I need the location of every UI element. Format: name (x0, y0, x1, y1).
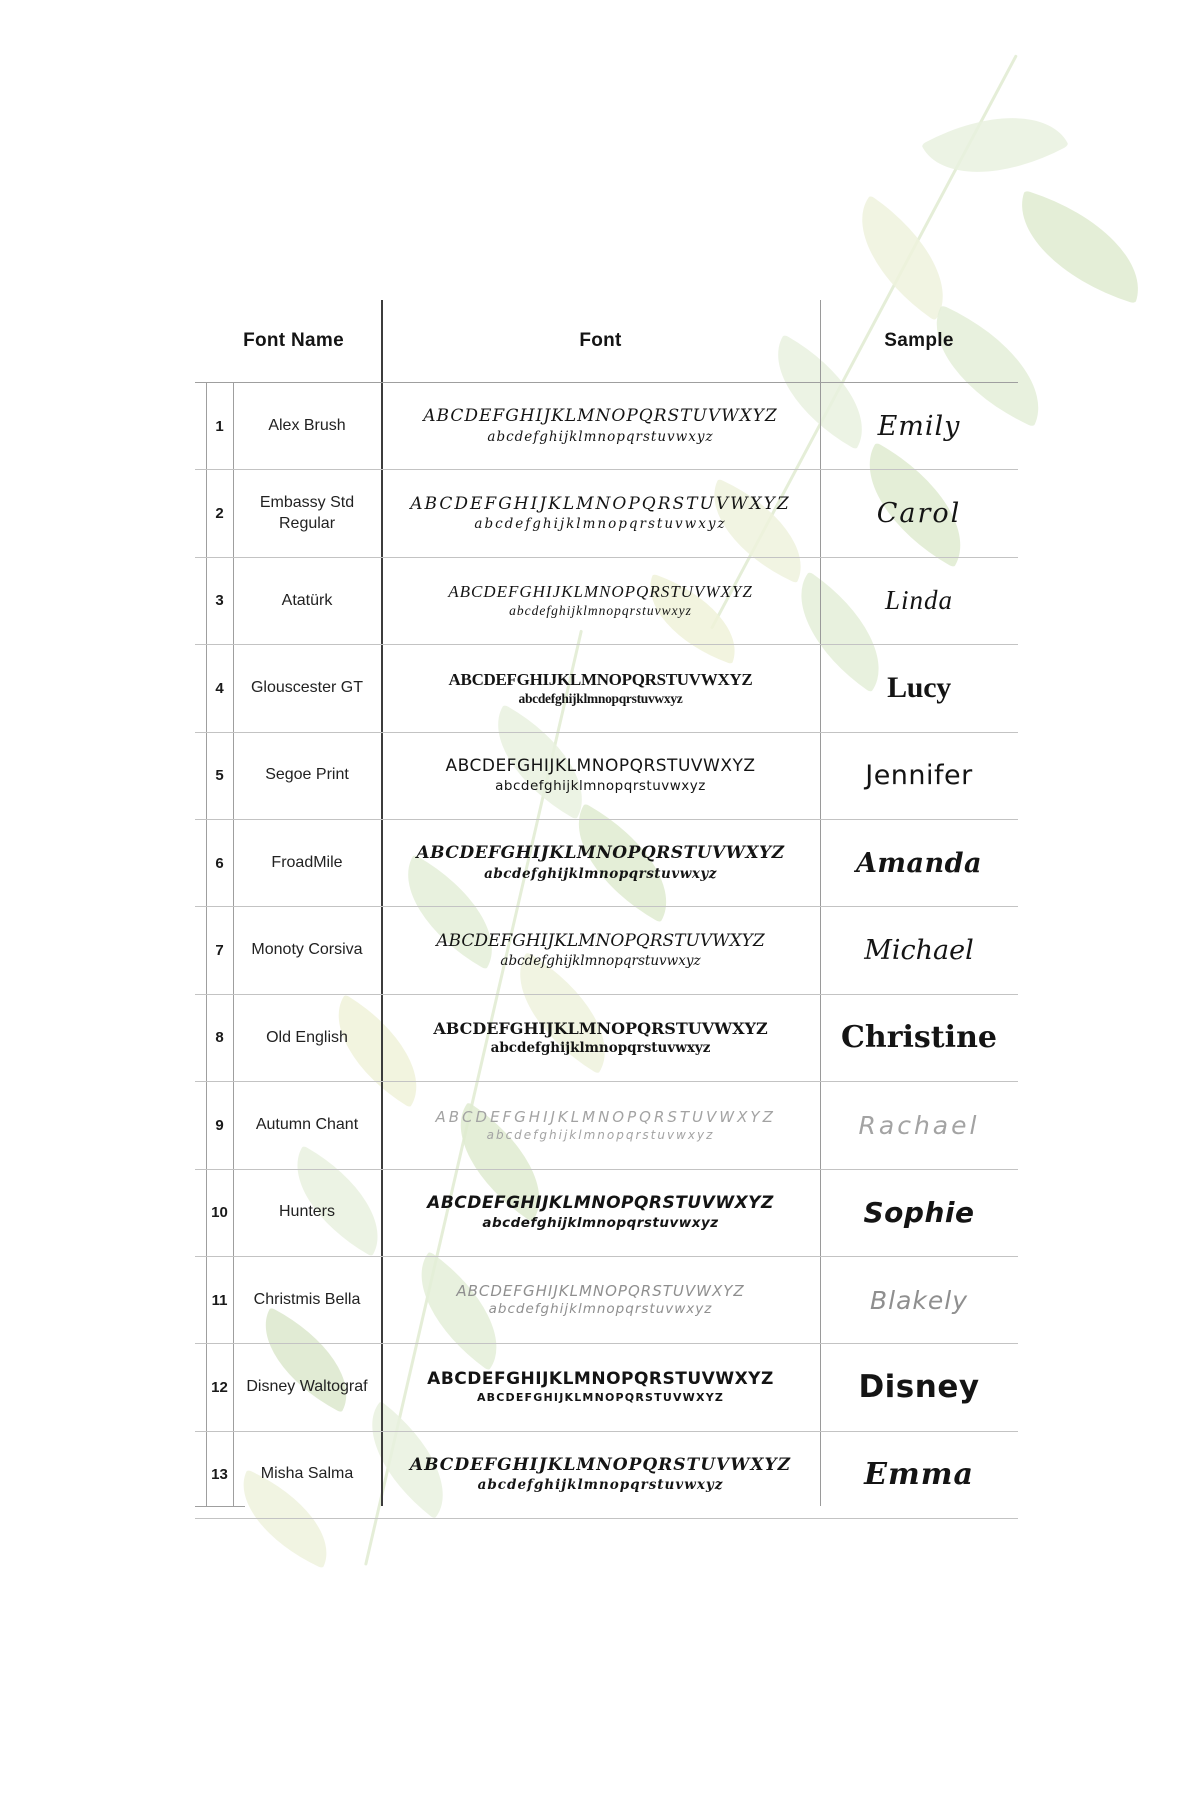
specimen-lowercase: abcdefghijklmnopqrstuvwxyz (518, 690, 683, 706)
specimen-uppercase: ABCDEFGHIJKLMNOPQRSTUVWXYZ (433, 1018, 768, 1038)
specimen-lowercase: abcdefghijklmnopqrstuvwxyz (490, 1039, 711, 1056)
sample-name: Linda (884, 585, 954, 616)
font-table (206, 300, 1018, 1506)
table-row (195, 383, 1018, 470)
sample-name: Rachael (858, 1110, 980, 1140)
font-specimen (381, 645, 820, 731)
table-row (195, 820, 1018, 907)
font-specimen (381, 907, 820, 993)
row-number: 2 (215, 505, 224, 523)
font-name-label: Old English (266, 1028, 348, 1046)
specimen-lowercase: abcdefghijklmnopqrstuvwxyz (509, 603, 692, 619)
specimen-lowercase: abcdefghijklmnopqrstuvwxyz (488, 1301, 713, 1318)
sample-name: Michael (864, 935, 974, 967)
specimen-lowercase: abcdefghijklmnopqrstuvwxyz (495, 778, 706, 795)
specimen-uppercase: ABCDEFGHIJKLMNOPQRSTUVWXYZ (410, 493, 791, 514)
leaf (1002, 190, 1158, 304)
row-number: 8 (215, 1029, 224, 1047)
font-name-label: Hunters (278, 1203, 336, 1221)
row-number: 7 (215, 942, 224, 960)
table-row (195, 733, 1018, 820)
specimen-uppercase: ABCDEFGHIJKLMNOPQRSTUVWXYZ (416, 843, 785, 864)
row-number: 5 (215, 767, 224, 785)
row-number: 4 (215, 679, 224, 697)
row-number: 10 (211, 1204, 228, 1222)
specimen-lowercase: abcdefghijklmnopqrstuvwxyz (487, 428, 714, 445)
table-row (195, 1344, 1018, 1431)
table-row (195, 1170, 1018, 1257)
specimen-uppercase: ABCDEFGHIJKLMNOPQRSTUVWXYZ (423, 406, 778, 427)
sample-name: Christine (841, 1020, 997, 1056)
table-row (195, 1257, 1018, 1344)
column-header-sample: Sample (884, 330, 954, 351)
table-row (195, 907, 1018, 994)
font-specimen (381, 1344, 820, 1430)
specimen-uppercase: ABCDEFGHIJKLMNOPQRSTUVWXYZ (427, 1369, 774, 1390)
font-name-label: Autumn Chant (255, 1115, 359, 1133)
sample-name: Blakely (869, 1285, 968, 1315)
font-specimen (381, 558, 820, 644)
specimen-lowercase: ABCDEFGHIJKLMNOPQRSTUVWXYZ (476, 1390, 725, 1404)
sample-name: Amanda (855, 847, 983, 879)
sample-name: Jennifer (865, 760, 973, 792)
specimen-lowercase: abcdefghijklmnopqrstuvwxyz (500, 953, 701, 970)
sample-name: Sophie (863, 1196, 975, 1230)
font-name-label: Disney Waltograf (246, 1378, 368, 1396)
specimen-uppercase: ABCDEFGHIJKLMNOPQRSTUVWXYZ (448, 669, 753, 689)
specimen-lowercase: abcdefghijklmnopqrstuvwxyz (482, 1215, 719, 1232)
font-name-label: Atatürk (281, 591, 333, 609)
font-name-label: Embassy Std Regular (259, 493, 355, 532)
font-specimen (381, 1432, 820, 1518)
table-row (195, 1432, 1018, 1519)
table-row (195, 995, 1018, 1082)
row-number: 12 (211, 1378, 228, 1396)
table-body (195, 382, 1018, 1519)
row-number: 1 (215, 417, 224, 435)
table-row (195, 558, 1018, 645)
font-specimen (381, 733, 820, 819)
specimen-uppercase: ABCDEFGHIJKLMNOPQRSTUVWXYZ (436, 930, 765, 951)
specimen-uppercase: ABCDEFGHIJKLMNOPQRSTUVWXYZ (409, 1455, 792, 1476)
font-name-label: Monoty Corsiva (251, 941, 363, 959)
font-specimen (381, 383, 820, 469)
specimen-lowercase: abcdefghijklmnopqrstuvwxyz (477, 1477, 724, 1494)
sample-name: Lucy (887, 671, 951, 705)
table-row (195, 645, 1018, 732)
sample-name: Disney (858, 1369, 980, 1406)
font-name-label: FroadMile (271, 853, 343, 871)
sample-name: Carol (876, 498, 962, 530)
column-header-font: Font (579, 330, 622, 351)
row-number: 9 (215, 1116, 224, 1134)
specimen-lowercase: abcdefghijklmnopqrstuvwxyz (484, 865, 717, 882)
font-specimen (381, 995, 820, 1081)
table-row (195, 1082, 1018, 1169)
row-number: 11 (211, 1291, 228, 1309)
font-specimen (381, 820, 820, 906)
specimen-lowercase: abcdefghijklmnopqrstuvwxyz (474, 516, 727, 533)
font-name-label: Christmis Bella (253, 1290, 361, 1308)
table-header (206, 300, 1018, 382)
font-name-label: Segoe Print (265, 766, 349, 784)
specimen-uppercase: ABCDEFGHIJKLMNOPQRSTUVWXYZ (427, 1192, 774, 1213)
specimen-uppercase: ABCDEFGHIJKLMNOPQRSTUVWXYZ (448, 582, 753, 602)
table-row (195, 470, 1018, 557)
specimen-uppercase: ABCDEFGHIJKLMNOPQRSTUVWXYZ (445, 756, 756, 777)
sample-name: Emma (864, 1457, 974, 1493)
column-header-font-name: Font Name (243, 330, 344, 351)
specimen-uppercase: ABCDEFGHIJKLMNOPQRSTUVWXYZ (435, 1107, 776, 1126)
font-specimen (381, 1170, 820, 1256)
font-name-label: Misha Salma (260, 1465, 354, 1483)
row-number: 6 (215, 854, 224, 872)
font-specimen (381, 470, 820, 556)
font-name-label: Alex Brush (268, 416, 346, 434)
specimen-lowercase: abcdefghijklmnopqrstuvwxyz (486, 1127, 715, 1142)
font-specimen (381, 1082, 820, 1168)
row-number: 13 (211, 1466, 228, 1484)
sample-name: Emily (877, 410, 961, 442)
specimen-uppercase: ABCDEFGHIJKLMNOPQRSTUVWXYZ (456, 1281, 745, 1300)
row-number: 3 (215, 592, 224, 610)
font-name-label: Glouscester GT (250, 678, 364, 696)
font-specimen (381, 1257, 820, 1343)
